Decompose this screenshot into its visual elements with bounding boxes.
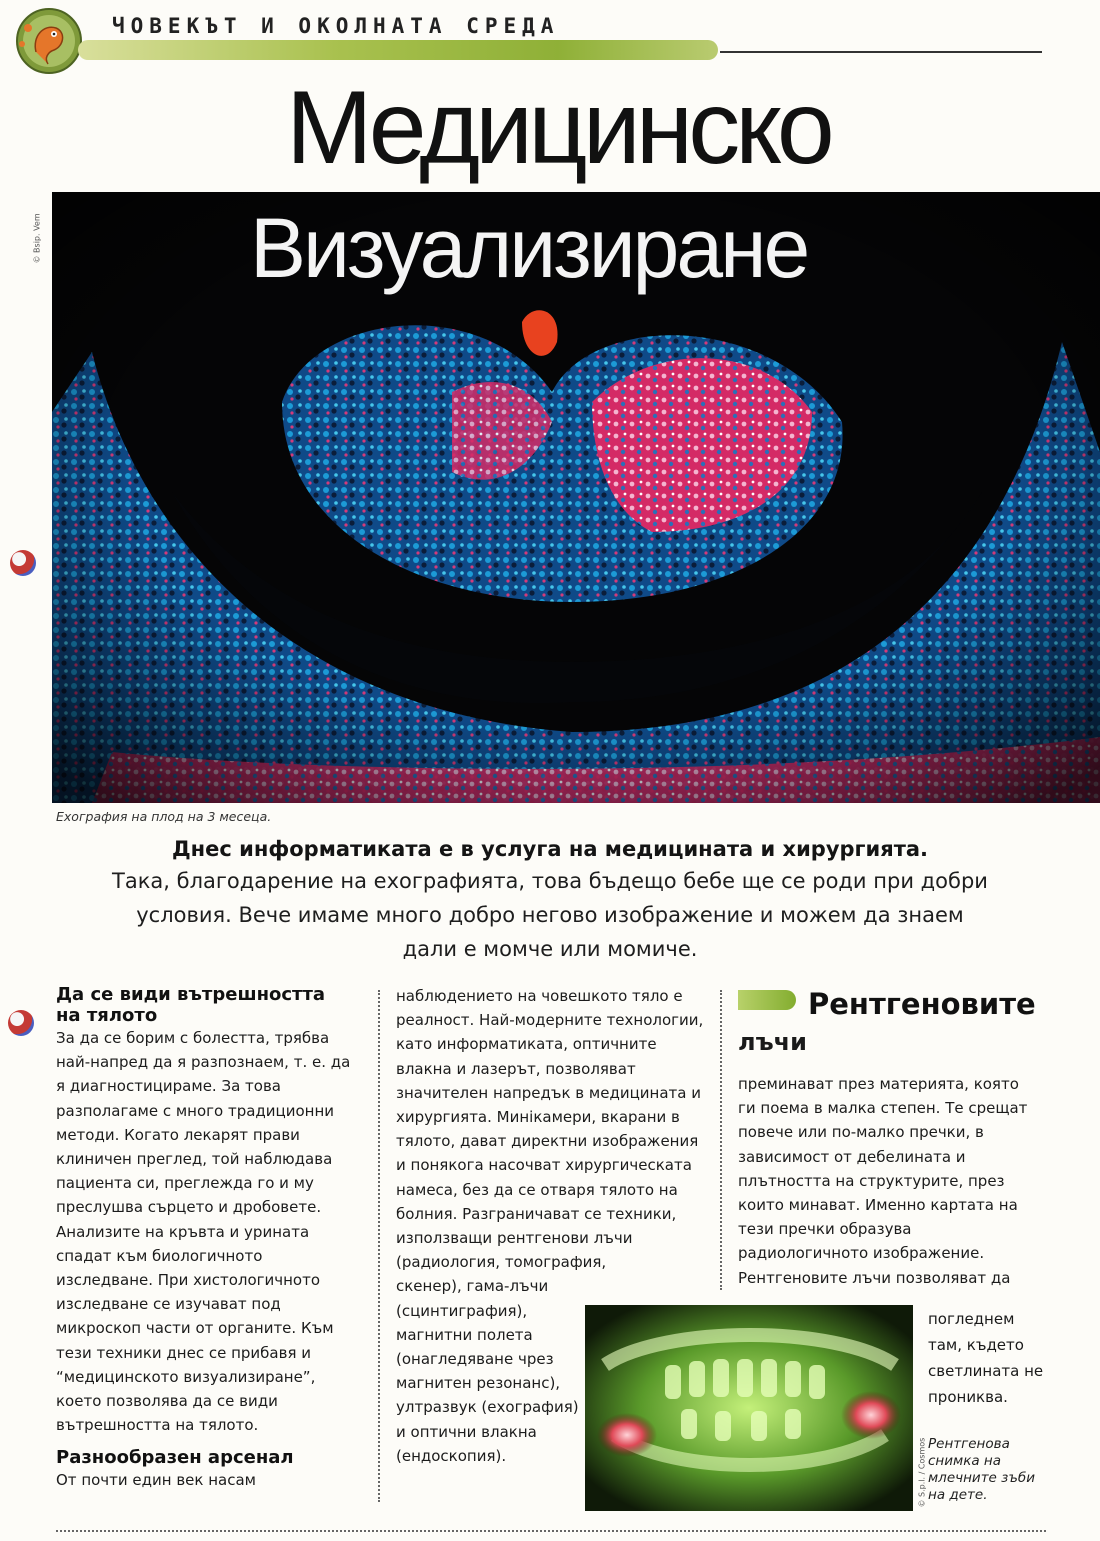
column-divider	[720, 990, 722, 1290]
column-divider	[378, 990, 380, 1502]
intro-text: Така, благодарение на ехографията, това бъдещо бебе ще се роди при добри условия. Вече имаме много добро негово изображение и можем да знаем дали е момче или момиче.	[112, 869, 988, 961]
col3-text: преминават през материята, която ги поема в малка степен. Те срещат повече или по-малко пречки, в зависимост от дебелината и плътността на структурите, през които минават. Именно картата на тези пречки образува радиологичното изображение. Рентгеновите лъчи позволяват да	[738, 1075, 1028, 1287]
title-line-1: Медицинско	[286, 70, 830, 186]
intro-lead: Днес информатиката е в услуга на медицината и хирургията.	[171, 837, 929, 861]
title-line-2: Визуализиране	[250, 201, 808, 295]
heading-accent-bar	[738, 990, 796, 1010]
bottom-rule	[56, 1530, 1046, 1532]
heading-inside-body: Да се види вътрешността на тялото	[56, 984, 326, 1026]
col3-text-narrow: погледнем там, където светлината не прониква.	[928, 1310, 1044, 1406]
xray-photo-credit: © S.p.l. / Cosmos	[917, 1437, 927, 1508]
intro	[110, 834, 990, 966]
header-rule	[720, 51, 1042, 53]
xray-teeth-image	[585, 1305, 913, 1511]
xray-caption: Рентгенова снимка на млечните зъби на дете.	[928, 1436, 1035, 1503]
hero-caption: Ехография на плод на 3 месеца.	[56, 809, 272, 824]
section-label: ЧОВЕКЪТ И ОКОЛНАТА СРЕДА	[112, 14, 560, 38]
chameleon-logo-icon	[14, 6, 84, 76]
col1-text: За да се борим с болестта, трябва най-напред да я разпознаем, т. е. да я диагностицираме. За това разполагаме с много традиционни методи. Когато лекарят прави клиничен преглед, той наблюдава пациента си, преглежда го и му преслушва сърцето и дробовете. Анализите на кръвта и урината спадат към биологичното изследване. При хистологичното изследване се изучават под микроскоп части от органите. Към тези техники днес се прибавя и “медицинското визуализиране”, което позволява да се види вътрешността на тялото.	[56, 1029, 351, 1435]
col1-text-2: От почти един век насам	[56, 1471, 256, 1490]
heading-xrays: Рентгеновите лъчи	[738, 987, 1036, 1056]
column-3	[738, 984, 1038, 1290]
header-accent-bar	[78, 40, 718, 60]
heading-arsenal: Разнообразен арсенал	[56, 1447, 294, 1469]
col2-text-narrow: скенер), гама-лъчи (сцинтиграфия), магнитни полета (онагледяване чрез магнитен резонанс), ултразвук (ехография) и оптични влакна (ендоскопия).	[396, 1277, 579, 1465]
col2-text: наблюдението на човешкото тяло е реалност. Най-модерните технологии, като информатиката, оптичните влакна и лазерът, позволяват значителен напредък в медицината и хирургията. Минікамери, вкарани в тялото, дават директни изображения и понякога насочват хирургическата намеса, без да се отваря тялото на болния. Разграничават се техники, използващи рентгенови лъчи (радиология, томография,	[396, 987, 704, 1272]
page-marker-icon	[10, 550, 36, 576]
column-1	[56, 984, 352, 1493]
page-marker-icon	[8, 1010, 34, 1036]
hero-photo-credit: © Bsip. Vem	[32, 213, 42, 264]
